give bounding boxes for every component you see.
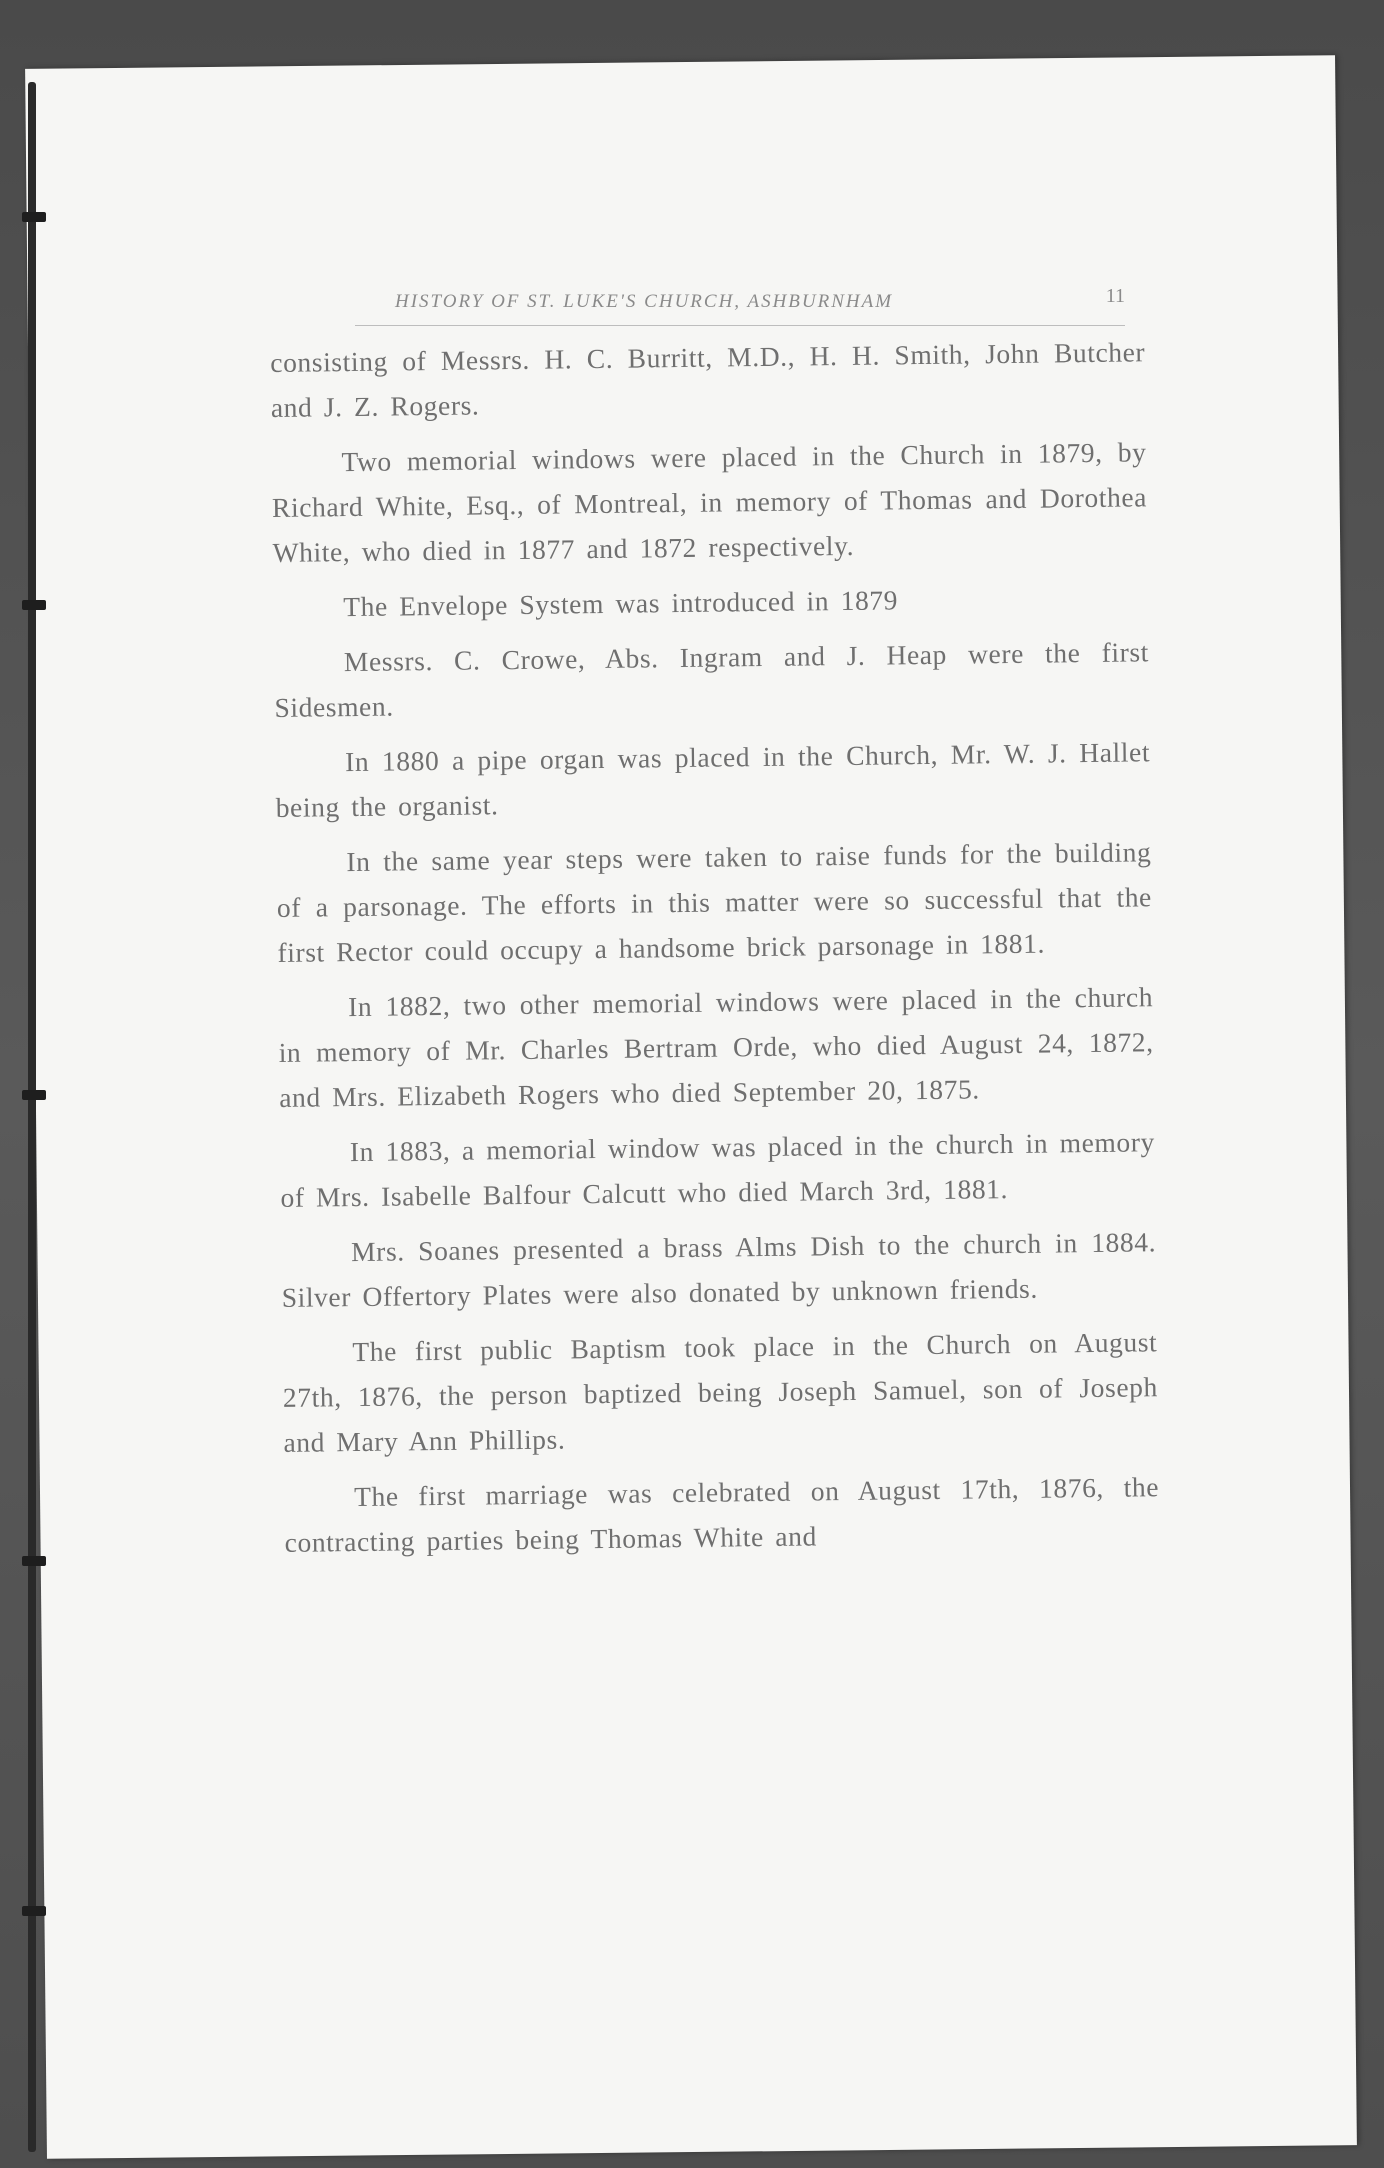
binding-clip — [22, 1556, 46, 1566]
body-text — [270, 329, 1160, 1575]
paragraph: The first marriage was celebrated on August 17th, 1876, the contracting parties being Thomas White and — [284, 1471, 1160, 1558]
paragraph: The first public Baptism took place in the Church on August 27th, 1876, the person baptized being Joseph Samuel, son of Joseph and Mary Ann Phillips. — [282, 1326, 1159, 1458]
paragraph: In 1883, a memorial window was placed in the church in memory of Mrs. Isabelle Balfour Calcutt who died March 3rd, 1881. — [280, 1126, 1156, 1213]
paragraph: In 1882, two other memorial windows were placed in the church in memory of Mr. Charles Bertram Orde, who died August 24, 1872, and Mrs. Elizabeth Rogers who died September 20, 1875. — [278, 981, 1154, 1113]
paragraph: Two memorial windows were placed in the Church in 1879, by Richard White, Esq., of Montreal, in memory of Thomas and Dorothea White, who died in 1877 and 1872 respectively. — [271, 436, 1148, 568]
binding-clip — [22, 600, 46, 610]
paragraph: In the same year steps were taken to raise funds for the building of a parsonage. The efforts in this matter were so successful that the first Rector could occupy a handsome brick parsonage in 1881. — [276, 836, 1153, 968]
paragraph: Messrs. C. Crowe, Abs. Ingram and J. Heap were the first Sidesmen. — [274, 636, 1150, 723]
paragraph: Mrs. Soanes presented a brass Alms Dish to the church in 1884. Silver Offertory Plates were also donated by unknown friends. — [281, 1226, 1157, 1313]
binding-clip — [22, 212, 46, 222]
paragraph: consisting of Messrs. H. C. Burritt, M.D., H. H. Smith, John Butcher and J. Z. Rogers. — [270, 336, 1146, 423]
book-binding — [28, 82, 36, 2152]
binding-clip — [22, 1090, 46, 1100]
paragraph: In 1880 a pipe organ was placed in the Church, Mr. W. J. Hallet being the organist. — [275, 736, 1151, 823]
page-number: 11 — [1105, 285, 1125, 307]
binding-clip — [22, 1906, 46, 1916]
running-head — [355, 285, 1125, 326]
paragraph: The Envelope System was introduced in 1879 — [343, 584, 899, 623]
running-head-title: HISTORY OF ST. LUKE'S CHURCH, ASHBURNHAM — [395, 291, 894, 312]
